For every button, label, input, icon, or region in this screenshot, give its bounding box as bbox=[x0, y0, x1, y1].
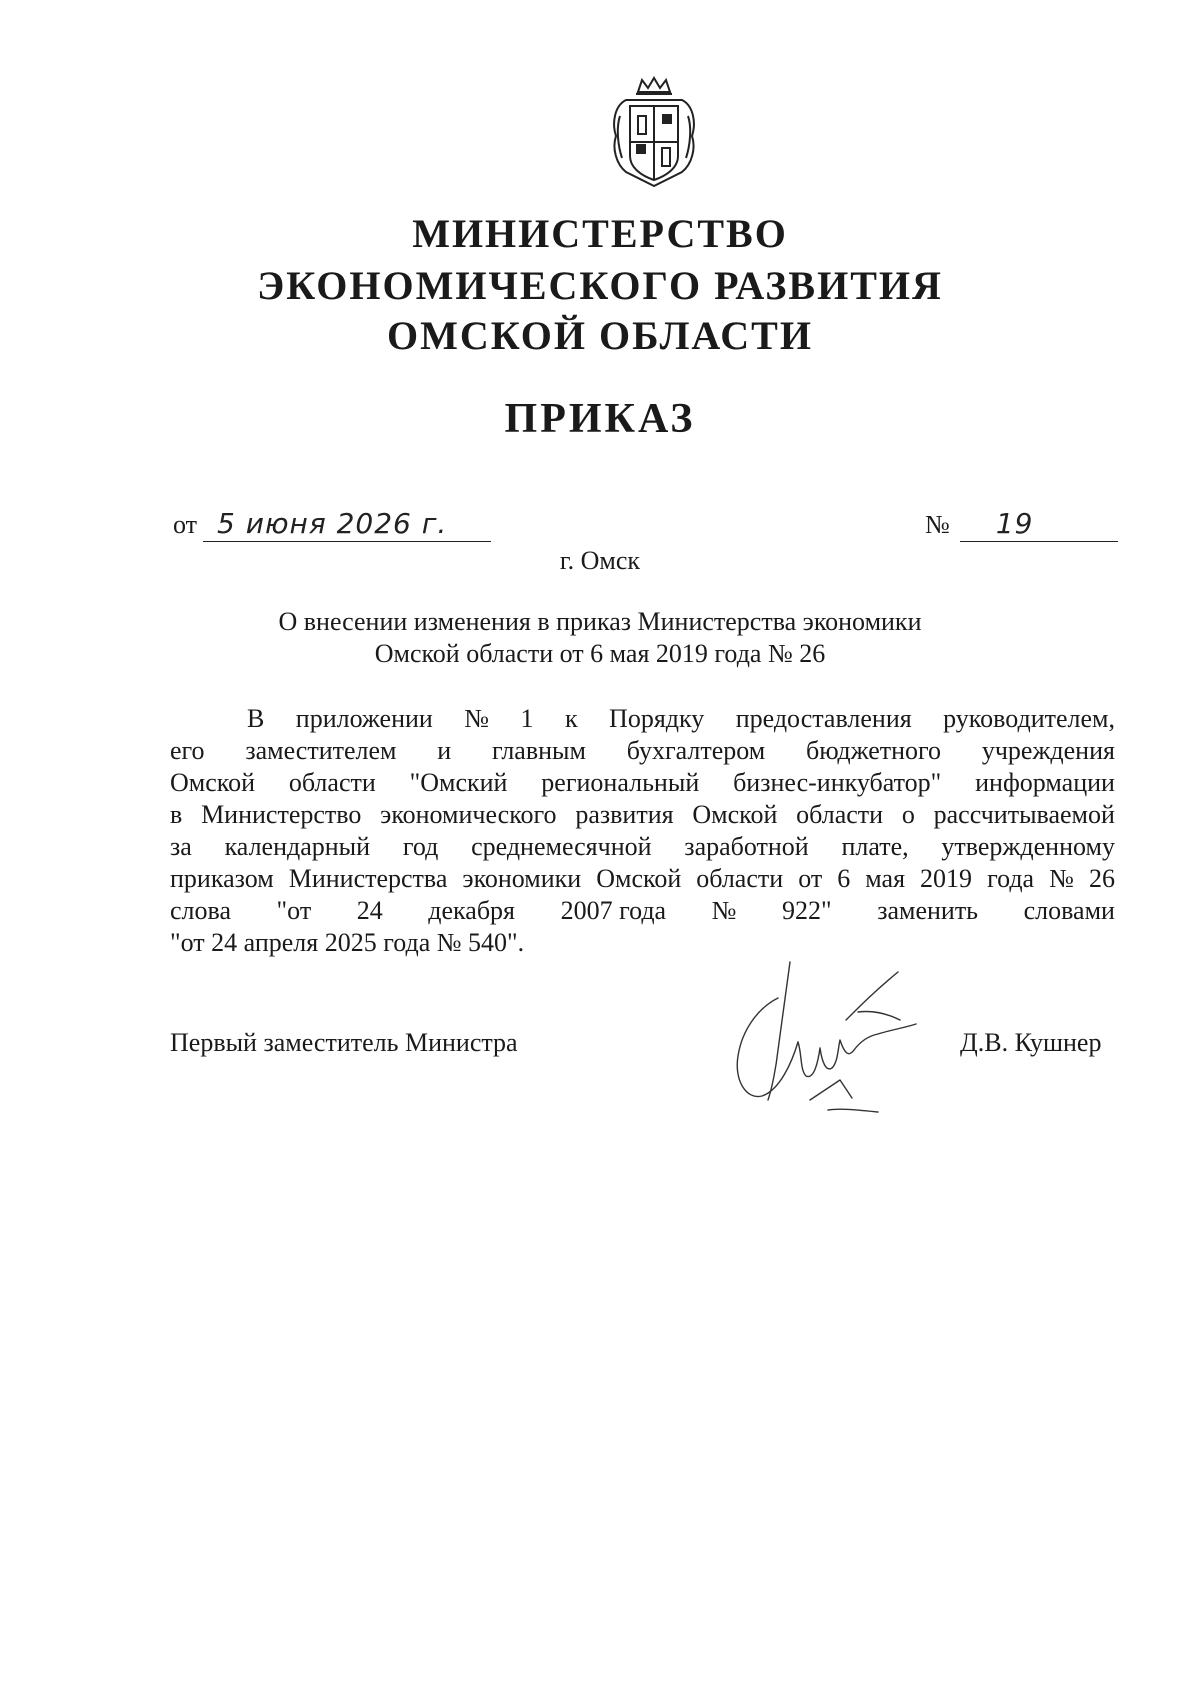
body-line bbox=[170, 895, 1115, 927]
number-field bbox=[925, 508, 1118, 542]
handwritten-signature bbox=[728, 950, 923, 1125]
body-word: экономического bbox=[380, 800, 557, 829]
body-word: Порядку bbox=[609, 704, 705, 733]
body-word: области bbox=[696, 864, 784, 893]
body-word: 6 bbox=[837, 864, 851, 893]
body-word: руководителем, bbox=[943, 704, 1115, 733]
body-line bbox=[170, 767, 1115, 799]
body-word: и bbox=[437, 736, 452, 765]
body-word: заменить bbox=[877, 896, 979, 925]
body-word: о bbox=[901, 800, 915, 829]
body-word: приложении bbox=[295, 704, 433, 733]
body-word: 1 bbox=[520, 704, 534, 733]
body-word: календарный bbox=[224, 832, 371, 861]
body-word: № bbox=[464, 704, 490, 733]
body-word: Министерства bbox=[288, 864, 448, 893]
document-type-title: ПРИКАЗ bbox=[504, 396, 696, 442]
body-word: от bbox=[798, 864, 823, 893]
body-word: 2019 bbox=[920, 864, 973, 893]
body-line bbox=[170, 735, 1115, 767]
signatory-position: Первый заместитель Министра bbox=[170, 1028, 518, 1057]
date-value-handwritten: 5 июня 2026 г. bbox=[217, 507, 448, 540]
body-word: его bbox=[170, 736, 205, 765]
date-field bbox=[173, 508, 491, 542]
body-word: декабря bbox=[428, 896, 516, 925]
body-line bbox=[170, 799, 1115, 831]
body-word: за bbox=[170, 832, 192, 861]
body-word: к bbox=[564, 704, 578, 733]
body-word: Омской bbox=[170, 768, 255, 797]
body-word: слова bbox=[170, 896, 231, 925]
body-word: региональный bbox=[541, 768, 700, 797]
body-word: развития bbox=[575, 800, 674, 829]
body-word: утвержденному bbox=[941, 832, 1115, 861]
body-word: "Омский bbox=[409, 768, 508, 797]
coat-of-arms-icon bbox=[608, 76, 700, 188]
body-word: предоставления bbox=[735, 704, 912, 733]
body-word: информации bbox=[975, 768, 1115, 797]
body-line bbox=[170, 863, 1115, 895]
body-line bbox=[170, 703, 1115, 735]
body-word: заработной bbox=[684, 832, 809, 861]
body-word: плате, bbox=[841, 832, 909, 861]
body-paragraph bbox=[170, 703, 1115, 959]
body-word: В bbox=[247, 704, 265, 733]
body-word: 922" bbox=[782, 896, 832, 925]
number-value-handwritten: 19 bbox=[995, 507, 1034, 540]
body-line: "от 24 апреля 2025 года № 540". bbox=[170, 928, 525, 957]
body-word: в bbox=[170, 800, 183, 829]
body-word: рассчитываемой bbox=[933, 800, 1115, 829]
body-word: бизнес-инкубатор" bbox=[733, 768, 942, 797]
body-word: № bbox=[1049, 864, 1074, 893]
signatory-name: Д.В. Кушнер bbox=[960, 1028, 1102, 1057]
subject-heading bbox=[0, 606, 1200, 670]
city-label: г. Омск bbox=[559, 546, 641, 575]
body-word: среднемесячной bbox=[471, 832, 652, 861]
body-word: заместителем bbox=[245, 736, 397, 765]
body-word: Министерство bbox=[201, 800, 362, 829]
body-word: мая bbox=[865, 864, 906, 893]
body-word: приказом bbox=[170, 864, 274, 893]
number-prefix: № bbox=[925, 510, 950, 539]
date-prefix: от bbox=[173, 510, 198, 539]
subject-line1: О внесении изменения в приказ Министерства экономики bbox=[278, 607, 922, 636]
body-word: бухгалтером bbox=[626, 736, 766, 765]
ministry-name-line2: ЭКОНОМИЧЕСКОГО РАЗВИТИЯ bbox=[257, 263, 943, 308]
body-word: главным bbox=[491, 736, 586, 765]
body-word: Омской bbox=[692, 800, 778, 829]
ministry-name-line3: ОМСКОЙ ОБЛАСТИ bbox=[387, 313, 813, 358]
body-word: 26 bbox=[1088, 864, 1115, 893]
body-word: Омской bbox=[596, 864, 682, 893]
body-word: области bbox=[796, 800, 884, 829]
body-line bbox=[170, 831, 1115, 863]
body-word: экономики bbox=[462, 864, 582, 893]
body-word: № bbox=[711, 896, 737, 925]
body-word: бюджетного bbox=[806, 736, 942, 765]
body-word: год bbox=[402, 832, 439, 861]
body-word: словами bbox=[1023, 896, 1115, 925]
body-word: учреждения bbox=[981, 736, 1115, 765]
subject-line2: Омской области от 6 мая 2019 года № 26 bbox=[374, 639, 826, 668]
body-word: области bbox=[288, 768, 376, 797]
body-word: года bbox=[987, 864, 1035, 893]
body-word: 2007 года bbox=[560, 896, 667, 925]
body-word: 24 bbox=[356, 896, 383, 925]
ministry-name-line1: МИНИСТЕРСТВО bbox=[412, 211, 788, 256]
body-word: "от bbox=[276, 896, 312, 925]
